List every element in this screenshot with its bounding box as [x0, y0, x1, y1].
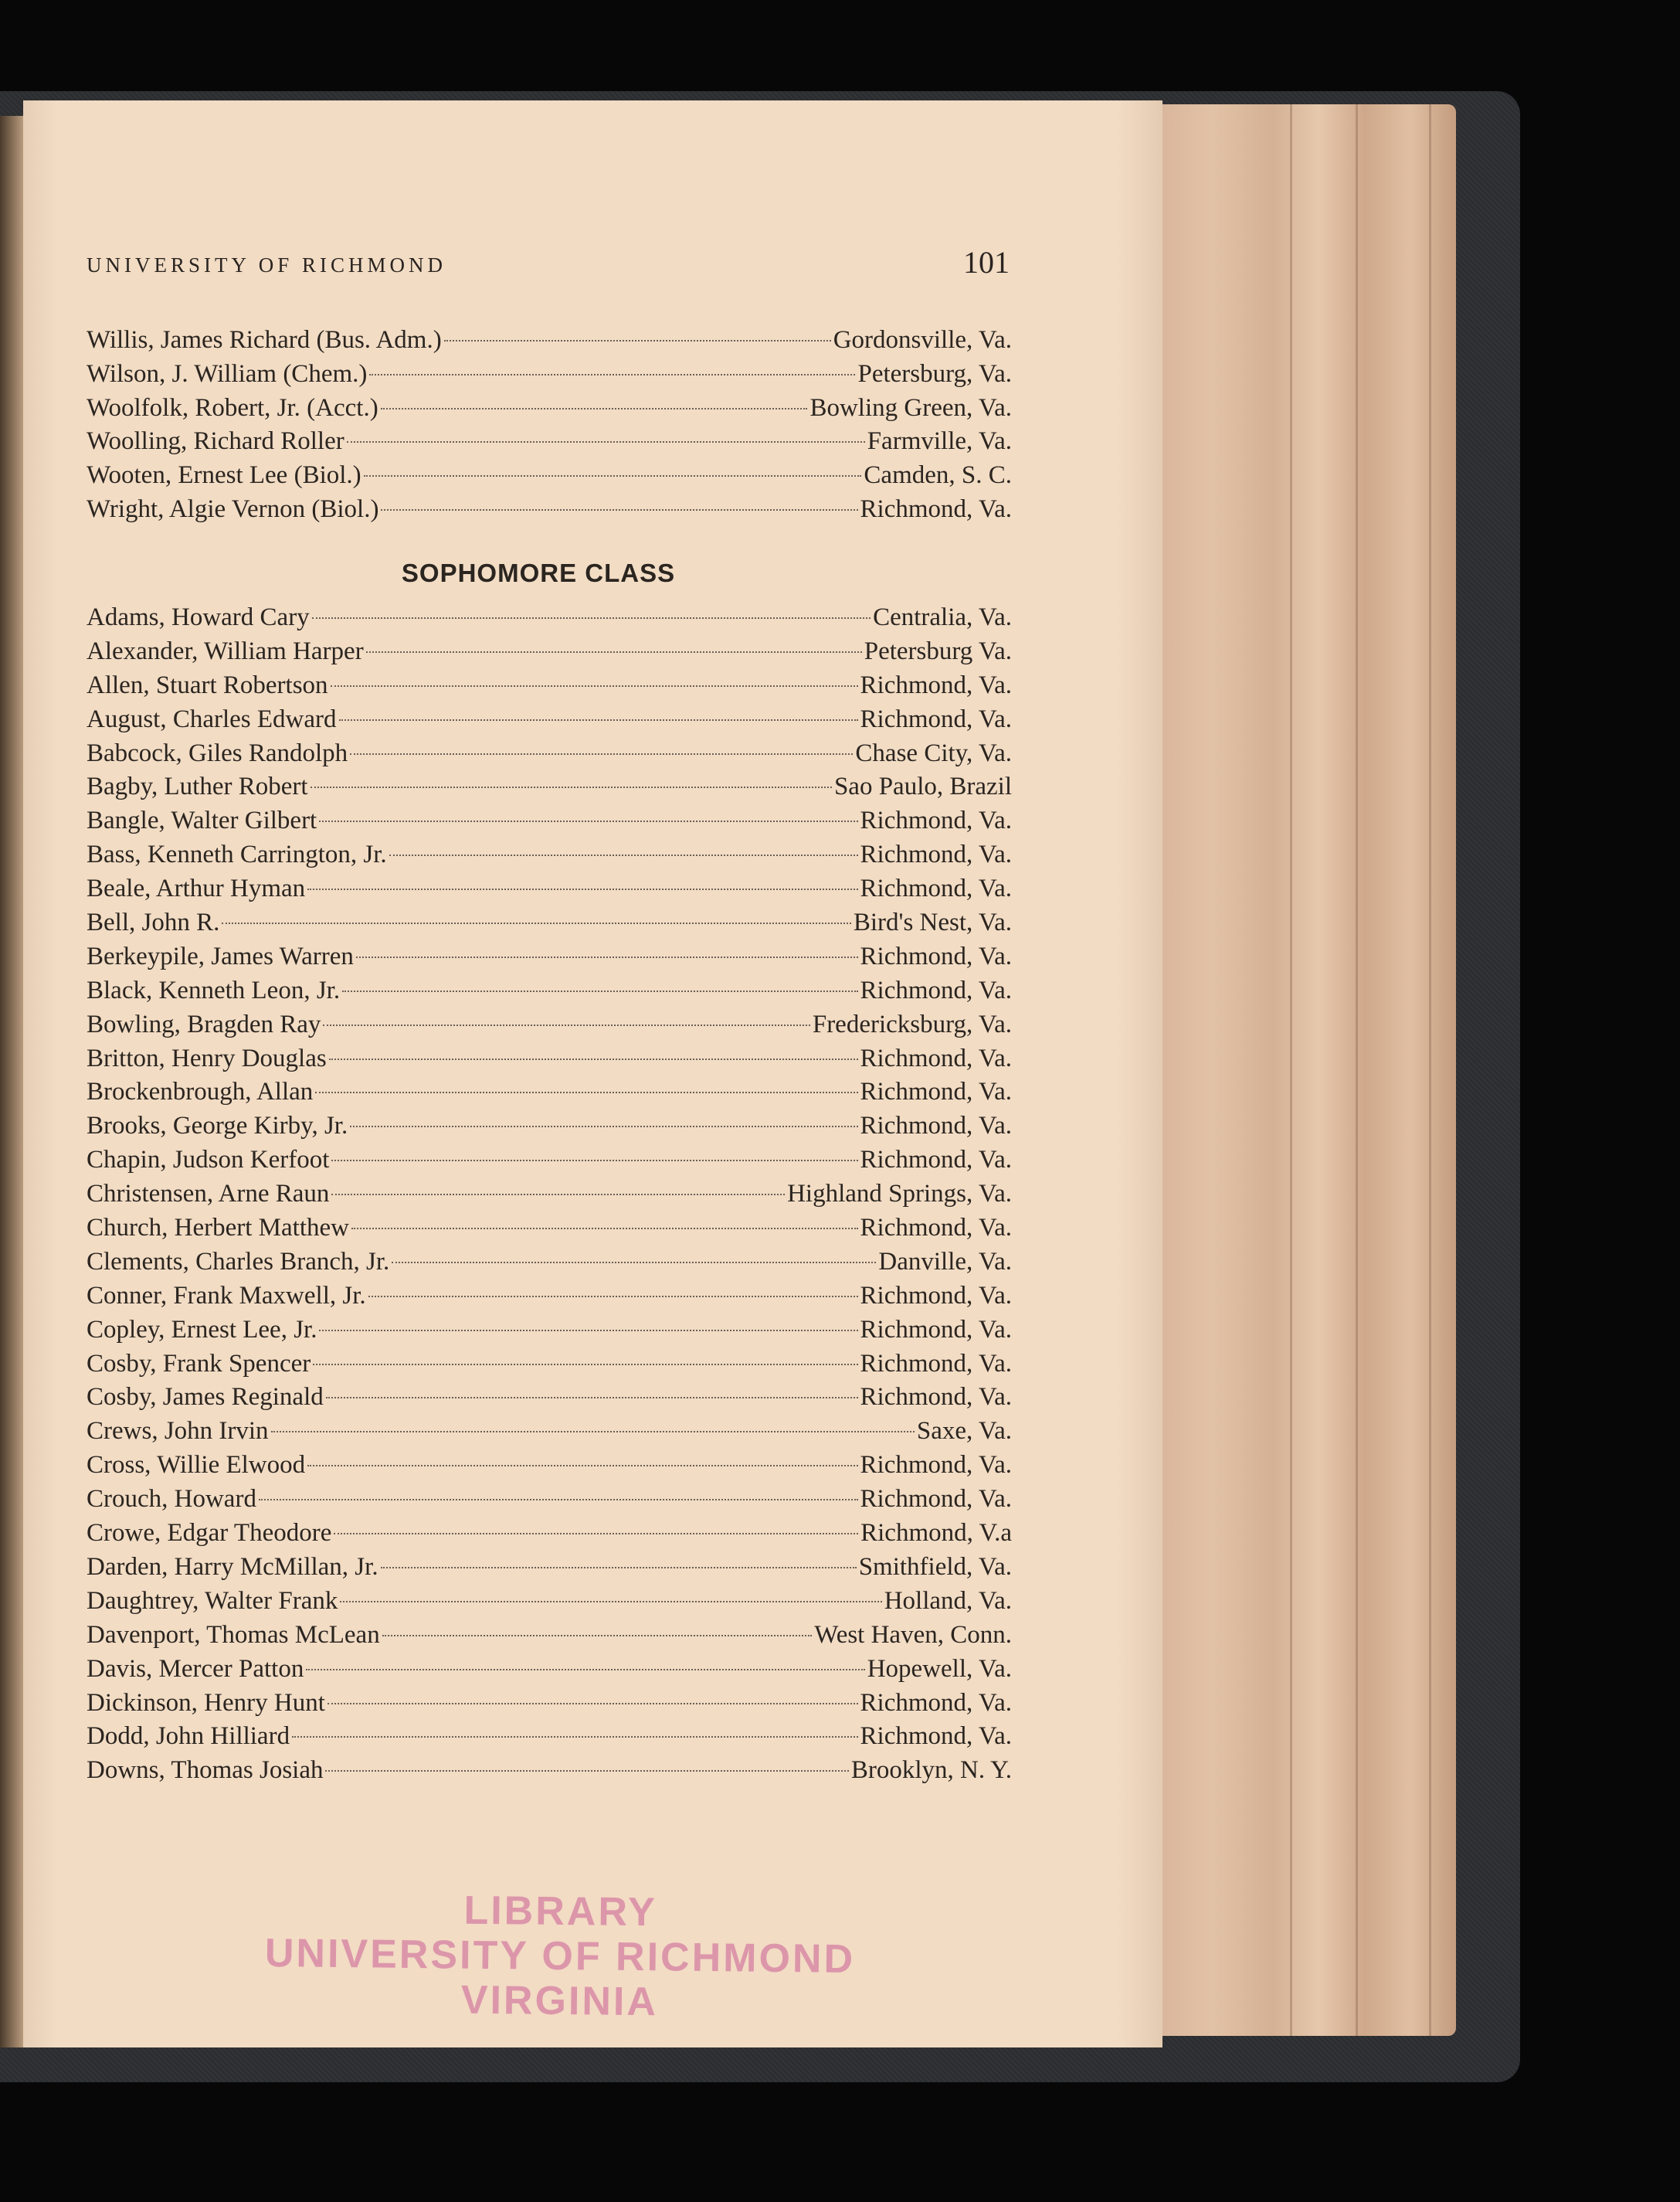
list-entry: [87, 977, 1012, 1011]
list-entry: [87, 1011, 1012, 1045]
entry-place: Petersburg, Va.: [857, 359, 1012, 388]
entry-name: Conner, Frank Maxwell, Jr.: [87, 1281, 366, 1310]
page-header: [87, 244, 1010, 283]
entry-name: Church, Herbert Matthew: [87, 1214, 349, 1242]
entry-place: Petersburg Va.: [864, 637, 1012, 665]
entry-name: Wooten, Ernest Lee (Biol.): [87, 461, 361, 490]
dot-leader: [369, 374, 855, 375]
list-entry: [87, 637, 1012, 671]
list-entry: [87, 1451, 1012, 1485]
dot-leader: [222, 923, 850, 924]
entry-place: Richmond, Va.: [860, 1722, 1012, 1751]
entry-place: Farmville, Va.: [867, 427, 1012, 456]
entry-name: Alexander, William Harper: [87, 637, 364, 665]
entry-place: Highland Springs, Va.: [787, 1180, 1012, 1208]
list-entry: [87, 739, 1012, 773]
entry-place: Richmond, Va.: [860, 1078, 1012, 1106]
entry-name: Berkeypile, James Warren: [87, 942, 354, 970]
entry-place: Richmond, Va.: [860, 841, 1012, 869]
entry-place: Brooklyn, N. Y.: [850, 1756, 1012, 1785]
entry-place: Richmond, Va.: [860, 1044, 1012, 1072]
entry-name: August, Charles Edward: [87, 705, 337, 733]
entry-name: Darden, Harry McMillan, Jr.: [87, 1552, 378, 1581]
list-entry: [87, 1112, 1012, 1146]
entry-name: Cosby, Frank Spencer: [87, 1349, 311, 1378]
dot-leader: [326, 1397, 858, 1398]
list-entry: [87, 394, 1012, 428]
stamp-line-1: LIBRARY: [463, 1888, 657, 1935]
list-entry: [87, 1180, 1012, 1214]
list-entry: [87, 1350, 1012, 1384]
entry-name: Crowe, Edgar Theodore: [87, 1519, 332, 1548]
dot-leader: [307, 889, 857, 890]
dot-leader: [381, 509, 857, 511]
dot-leader: [331, 1194, 785, 1195]
entry-name: Adams, Howard Cary: [87, 603, 310, 631]
sophomore-class-list: [87, 603, 1012, 1790]
dot-leader: [347, 441, 865, 443]
entry-name: Woolfolk, Robert, Jr. (Acct.): [87, 393, 378, 422]
entry-place: Richmond, Va.: [860, 1315, 1012, 1344]
entry-place: Richmond, Va.: [860, 705, 1012, 733]
entry-name: Davenport, Thomas McLean: [87, 1620, 380, 1649]
entry-place: Richmond, Va.: [860, 1451, 1012, 1480]
stamp-line-3: VIRGINIA: [460, 1977, 659, 2025]
list-entry: [87, 1485, 1012, 1519]
entry-place: Richmond, Va.: [860, 1485, 1012, 1514]
dot-leader: [381, 408, 808, 409]
entry-place: Fredericksburg, Va.: [812, 1010, 1012, 1038]
stamp-line-2: UNIVERSITY OF RICHMOND: [264, 1931, 856, 1982]
entry-name: Davis, Mercer Patton: [87, 1654, 304, 1683]
entry-name: Bowling, Bragden Ray: [87, 1010, 321, 1038]
library-stamp: [208, 1885, 912, 2027]
list-entry: [87, 1722, 1012, 1756]
entry-name: Downs, Thomas Josiah: [87, 1756, 324, 1785]
dot-leader: [364, 475, 862, 477]
entry-name: Britton, Henry Douglas: [87, 1044, 327, 1072]
list-entry: [87, 1078, 1012, 1112]
dot-leader: [334, 1533, 858, 1534]
entry-place: Smithfield, Va.: [858, 1552, 1012, 1581]
entry-name: Cross, Willie Elwood: [87, 1451, 306, 1480]
list-entry: [87, 1587, 1012, 1621]
entry-name: Clements, Charles Branch, Jr.: [87, 1247, 390, 1276]
entry-name: Crews, John Irvin: [87, 1417, 269, 1446]
entry-name: Christensen, Arne Raun: [87, 1180, 330, 1208]
dot-leader: [366, 651, 862, 653]
entry-name: Bangle, Walter Gilbert: [87, 807, 317, 835]
entry-place: Richmond, Va.: [860, 494, 1012, 523]
entry-name: Babcock, Giles Randolph: [87, 739, 348, 767]
entry-name: Allen, Stuart Robertson: [87, 671, 328, 699]
entry-place: Bird's Nest, Va.: [853, 909, 1012, 937]
facing-page-edge: [0, 116, 26, 2047]
entry-place: Richmond, V.a: [860, 1519, 1012, 1548]
entry-place: Richmond, Va.: [860, 942, 1012, 970]
dot-leader: [381, 1567, 857, 1568]
dot-leader: [350, 753, 853, 755]
entry-place: West Haven, Conn.: [814, 1620, 1012, 1649]
entry-name: Daughtrey, Walter Frank: [87, 1586, 338, 1615]
page-edges: [1151, 104, 1456, 2036]
list-entry: [87, 1553, 1012, 1587]
entry-name: Bass, Kenneth Carrington, Jr.: [87, 841, 387, 869]
entry-place: Chase City, Va.: [855, 739, 1012, 767]
entry-name: Wright, Algie Vernon (Biol.): [87, 494, 379, 523]
entry-name: Chapin, Judson Kerfoot: [87, 1146, 330, 1174]
entry-name: Wilson, J. William (Chem.): [87, 359, 368, 388]
list-entry: [87, 1383, 1012, 1417]
dot-leader: [315, 1092, 857, 1093]
list-entry: [87, 1282, 1012, 1316]
dot-leader: [392, 1262, 876, 1263]
list-entry: [87, 603, 1012, 637]
dot-leader: [356, 957, 858, 958]
dot-leader: [444, 340, 831, 342]
dot-leader: [271, 1431, 915, 1432]
list-entry: [87, 1689, 1012, 1723]
dot-leader: [329, 1059, 858, 1060]
dot-leader: [323, 1025, 809, 1026]
dot-leader: [351, 1228, 858, 1229]
dot-leader: [311, 787, 832, 788]
list-entry: [87, 1756, 1012, 1790]
entry-place: Holland, Va.: [884, 1586, 1012, 1615]
list-entry: [87, 773, 1012, 807]
list-entry: [87, 1045, 1012, 1079]
junior-class-list: [87, 326, 1012, 529]
entry-name: Dickinson, Henry Hunt: [87, 1688, 325, 1717]
entry-name: Black, Kenneth Leon, Jr.: [87, 976, 341, 1004]
list-entry: [87, 943, 1012, 977]
entry-place: Saxe, Va.: [916, 1417, 1012, 1446]
dot-leader: [368, 1296, 858, 1297]
list-entry: [87, 705, 1012, 739]
list-entry: [87, 1621, 1012, 1655]
list-entry: [87, 671, 1012, 705]
entry-name: Dodd, John Hilliard: [87, 1722, 290, 1751]
entry-place: Camden, S. C.: [864, 461, 1012, 490]
entry-place: Gordonsville, Va.: [833, 326, 1012, 354]
list-entry: [87, 1519, 1012, 1553]
entry-place: Richmond, Va.: [860, 976, 1012, 1004]
entry-place: Richmond, Va.: [860, 1214, 1012, 1242]
dot-leader: [350, 1126, 857, 1127]
entry-name: Beale, Arthur Hyman: [87, 875, 306, 903]
dot-leader: [319, 1330, 857, 1331]
dot-leader: [382, 1635, 812, 1636]
list-entry: [87, 1655, 1012, 1689]
entry-place: Richmond, Va.: [860, 1281, 1012, 1310]
section-title: SOPHOMORE CLASS: [401, 559, 676, 587]
list-entry: [87, 841, 1012, 875]
entry-place: Richmond, Va.: [860, 1383, 1012, 1412]
list-entry: [87, 1316, 1012, 1350]
entry-place: Richmond, Va.: [860, 1146, 1012, 1174]
entry-name: Crouch, Howard: [87, 1485, 256, 1514]
dot-leader: [307, 1465, 857, 1466]
list-entry: [87, 1214, 1012, 1248]
dot-leader: [313, 1364, 857, 1365]
dot-leader: [259, 1499, 858, 1500]
entry-place: Centralia, Va.: [873, 603, 1012, 631]
entry-name: Copley, Ernest Lee, Jr.: [87, 1315, 317, 1344]
dot-leader: [389, 855, 858, 856]
entry-place: Danville, Va.: [878, 1247, 1012, 1276]
list-entry: [87, 807, 1012, 841]
entry-name: Woolling, Richard Roller: [87, 427, 344, 456]
list-entry: [87, 461, 1012, 495]
entry-place: Richmond, Va.: [860, 807, 1012, 835]
dot-leader: [325, 1770, 848, 1772]
list-entry: [87, 326, 1012, 360]
list-entry: [87, 875, 1012, 909]
entry-place: Richmond, Va.: [860, 1688, 1012, 1717]
list-entry: [87, 1417, 1012, 1451]
list-entry: [87, 909, 1012, 943]
entry-place: Bowling Green, Va.: [809, 393, 1012, 422]
dot-leader: [331, 1160, 857, 1161]
dot-leader: [339, 719, 858, 721]
dot-leader: [331, 685, 858, 687]
dot-leader: [319, 821, 857, 822]
list-entry: [87, 1146, 1012, 1180]
dot-leader: [328, 1703, 858, 1704]
entry-place: Richmond, Va.: [860, 1349, 1012, 1378]
list-entry: [87, 495, 1012, 529]
entry-name: Bagby, Luther Robert: [87, 773, 308, 801]
dot-leader: [342, 991, 857, 992]
entry-name: Bell, John R.: [87, 909, 220, 937]
entry-name: Brooks, George Kirby, Jr.: [87, 1112, 348, 1140]
dot-leader: [306, 1669, 864, 1670]
list-entry: [87, 1248, 1012, 1282]
dot-leader: [312, 617, 871, 619]
entry-name: Willis, James Richard (Bus. Adm.): [87, 326, 442, 354]
entry-name: Brockenbrough, Allan: [87, 1078, 314, 1106]
entry-place: Richmond, Va.: [860, 1112, 1012, 1140]
entry-place: Richmond, Va.: [860, 671, 1012, 699]
entry-name: Cosby, James Reginald: [87, 1383, 324, 1412]
running-head: UNIVERSITY OF RICHMOND: [87, 253, 447, 277]
entry-place: Hopewell, Va.: [867, 1654, 1012, 1683]
entry-place: Richmond, Va.: [860, 875, 1012, 903]
list-entry: [87, 360, 1012, 394]
page-number: 101: [963, 245, 1010, 280]
dot-leader: [340, 1601, 881, 1602]
entry-place: Sao Paulo, Brazil: [833, 773, 1012, 801]
list-entry: [87, 427, 1012, 461]
dot-leader: [292, 1736, 857, 1738]
